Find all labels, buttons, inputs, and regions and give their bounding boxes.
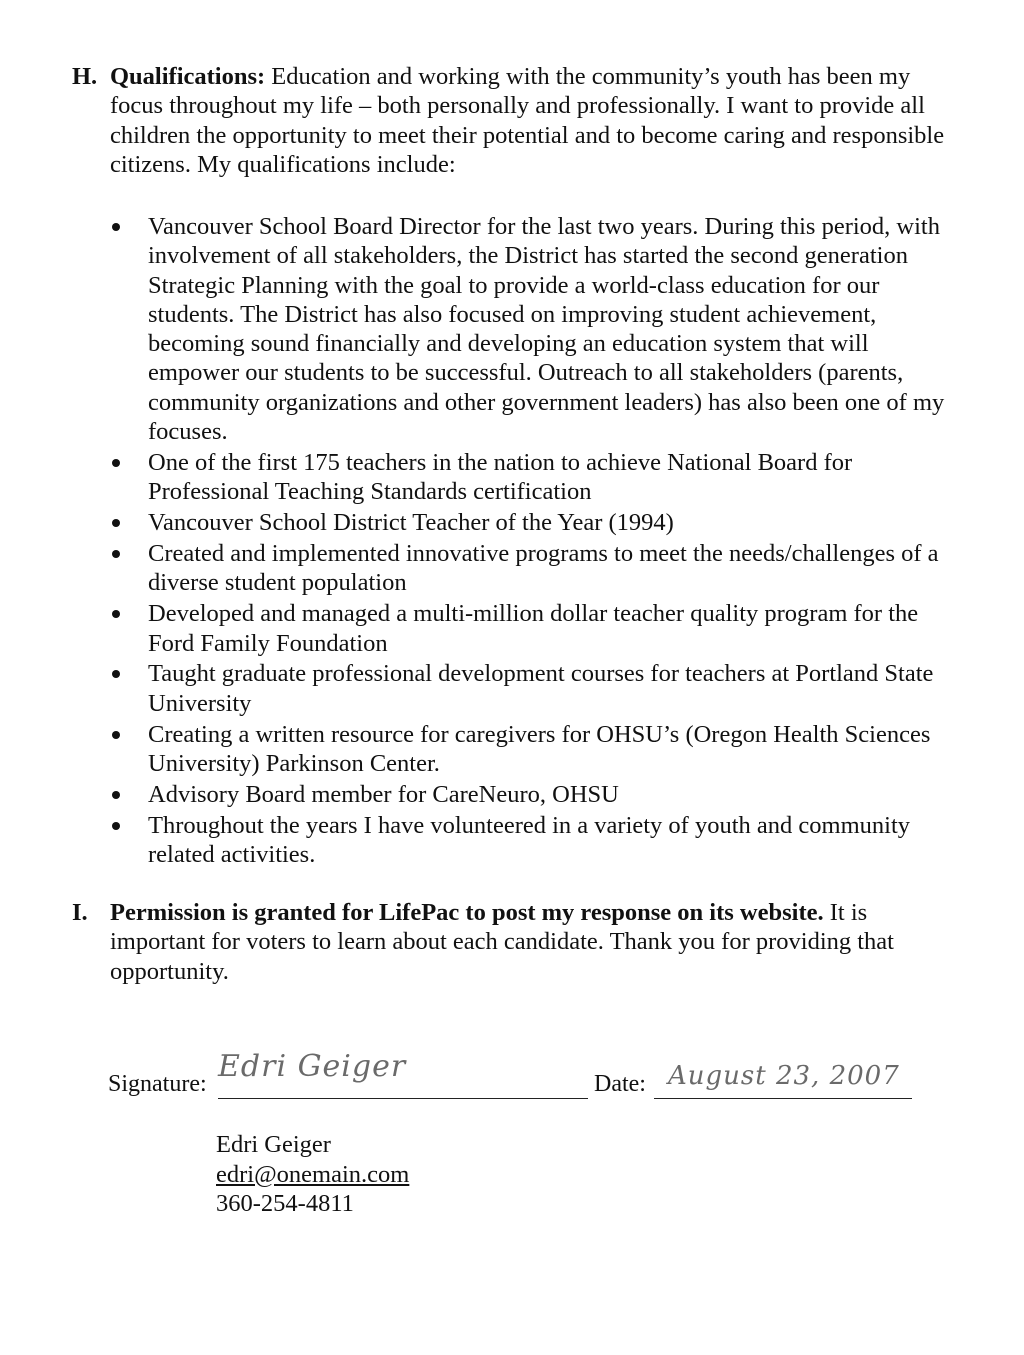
- bullet-icon: [112, 731, 120, 739]
- bullet-icon: [112, 822, 120, 830]
- bullet-icon: [112, 550, 120, 558]
- list-item: Developed and managed a multi-million dollar teacher quality program for the Ford Family Foundation: [148, 599, 958, 658]
- handwritten-signature: Edri Geiger: [218, 1049, 407, 1084]
- contact-phone: 360-254-4811: [216, 1190, 354, 1217]
- bullet-icon: [112, 519, 120, 527]
- bullet-icon: [112, 610, 120, 618]
- contact-block: [216, 1130, 409, 1219]
- bullet-icon: [112, 459, 120, 467]
- date-label: Date:: [594, 1071, 646, 1097]
- list-item: Taught graduate professional development courses for teachers at Portland State University: [148, 659, 958, 718]
- list-item: Creating a written resource for caregivers for OHSU’s (Oregon Health Sciences University) Parkinson Center.: [148, 720, 958, 779]
- section-h-paragraph: [72, 62, 962, 179]
- list-item: Vancouver School District Teacher of the Year (1994): [148, 508, 958, 537]
- bullet-icon: [112, 670, 120, 678]
- list-item: Created and implemented innovative programs to meet the needs/challenges of a diverse student population: [148, 539, 958, 598]
- list-item: One of the first 175 teachers in the nation to achieve National Board for Professional Teaching Standards certification: [148, 448, 958, 507]
- date-line: [654, 1098, 912, 1099]
- section-i-paragraph: [72, 898, 962, 986]
- qualifications-list: [148, 212, 958, 871]
- contact-email-link[interactable]: edri@onemain.com: [216, 1160, 410, 1188]
- signature-line: [218, 1098, 588, 1099]
- list-item: Vancouver School Board Director for the last two years. During this period, with involvement of all stakeholders, the District has started the second generation Strategic Planning with the goal to provide a world-class education for our students. The District has also focused on improving student achievement, becoming sound financially and developing an education system that will empower our students to be successful. Outreach to all stakeholders (parents, community organizations and other government leaders) has also been one of my focuses.: [148, 212, 958, 446]
- section-i-letter: I.: [72, 899, 88, 926]
- section-h-title: Qualifications:: [110, 63, 266, 90]
- list-item: Advisory Board member for CareNeuro, OHSU: [148, 780, 958, 809]
- signature-label: Signature:: [108, 1071, 207, 1097]
- section-h-letter: H.: [72, 63, 98, 90]
- section-i-text: It is important for voters to learn about each candidate. Thank you for providing that opportunity.: [110, 899, 894, 985]
- list-item: Throughout the years I have volunteered in a variety of youth and community related activities.: [148, 811, 958, 870]
- handwritten-date: August 23, 2007: [668, 1061, 900, 1091]
- section-h: [72, 62, 962, 179]
- contact-name: Edri Geiger: [216, 1131, 331, 1158]
- section-i-title: Permission is granted for LifePac to post my response on its website.: [110, 899, 824, 926]
- bullet-icon: [112, 791, 120, 799]
- section-i: [72, 898, 962, 986]
- section-h-intro: Education and working with the community’s youth has been my focus throughout my life – both personally and professionally. I want to provide all children the opportunity to meet their potential and to become caring and responsible citizens. My qualifications include:: [110, 63, 945, 178]
- bullet-icon: [112, 223, 120, 231]
